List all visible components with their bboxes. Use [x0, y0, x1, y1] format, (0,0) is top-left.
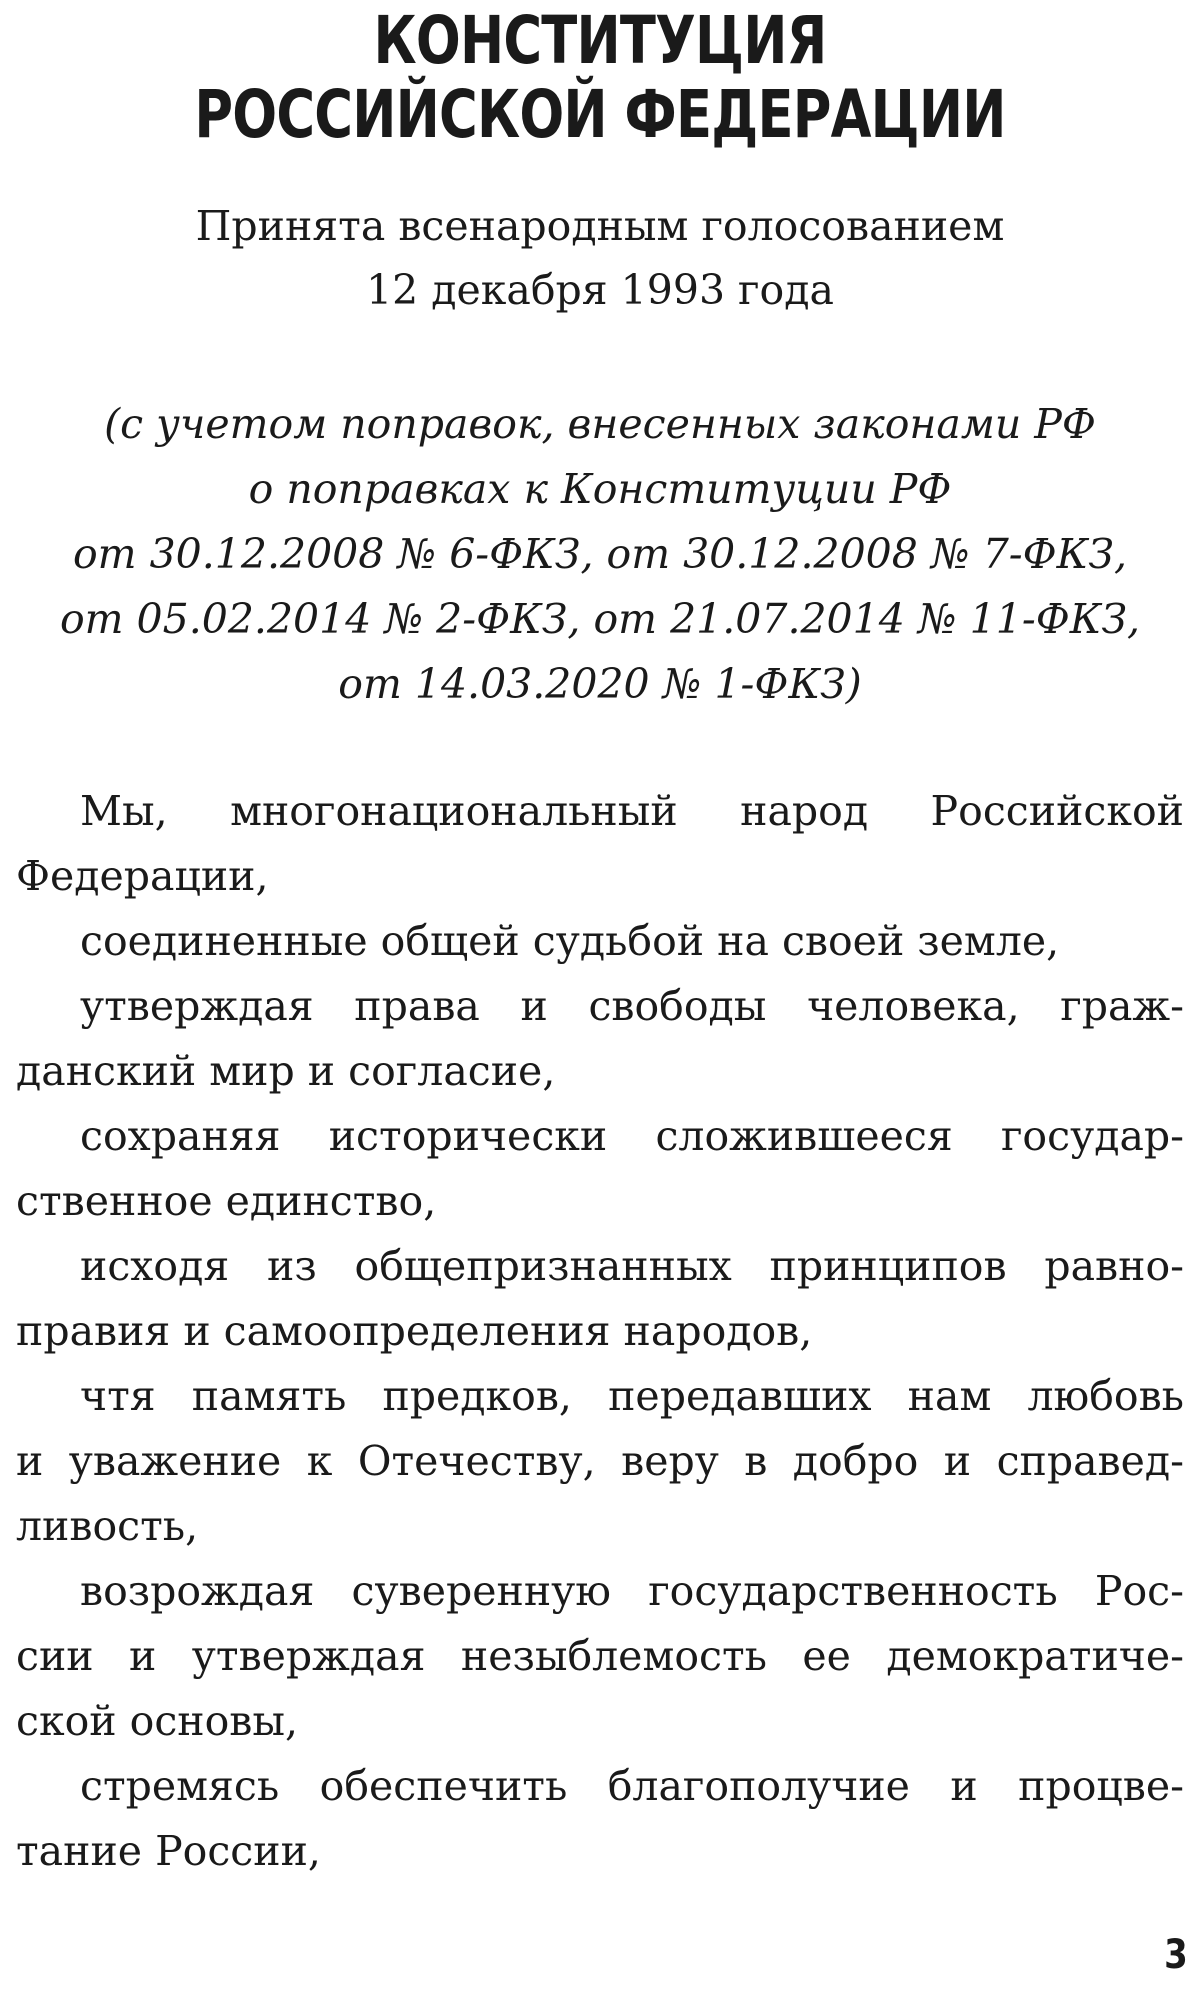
preamble-line: соединенные общей судьбой на своей земле, [80, 917, 1060, 965]
amendments-line-3: от 30.12.2008 № 6-ФКЗ, от 30.12.2008 № 7-ФКЗ, [72, 530, 1127, 578]
preamble-line: и уважение к Отечеству, веру в добро и справед- [16, 1437, 1184, 1485]
document-title [120, 4, 1080, 152]
preamble-line: ской основы, [16, 1697, 299, 1745]
preamble-line: утверждая права и свободы человека, граж- [80, 982, 1184, 1030]
amendments-note [0, 392, 1200, 717]
preamble-line: ливость, [16, 1502, 199, 1550]
preamble-line: возрождая суверенную государственность Рос- [80, 1567, 1184, 1615]
preamble-line: чтя память предков, передавших нам любовь [80, 1372, 1184, 1420]
title-line-1: КОНСТИТУЦИЯ [373, 2, 827, 79]
preamble-line: стремясь обеспечить благополучие и процве- [80, 1762, 1184, 1810]
amendments-line-1: (с учетом поправок, внесенных законами РФ [104, 400, 1096, 448]
preamble-line: тание России, [16, 1827, 321, 1875]
preamble-line: исходя из общепризнанных принципов равно- [80, 1242, 1184, 1290]
preamble-line: правия и самоопределения народов, [16, 1307, 813, 1355]
title-line-2: РОССИЙСКОЙ ФЕДЕРАЦИИ [194, 76, 1006, 153]
amendments-line-2: о поправках к Конституции РФ [248, 465, 952, 513]
preamble-line: данский мир и согласие, [16, 1047, 556, 1095]
adoption-line-2: 12 декабря 1993 года [366, 266, 834, 314]
amendments-line-5: от 14.03.2020 № 1-ФКЗ) [338, 660, 862, 708]
page-number: 3 [1164, 1932, 1188, 1978]
preamble-line: Мы, многонациональный народ Российской [80, 787, 1184, 835]
adoption-note [0, 194, 1200, 322]
amendments-line-4: от 05.02.2014 № 2-ФКЗ, от 21.07.2014 № 11-ФКЗ, [59, 595, 1141, 643]
preamble-line: сохраняя исторически сложившееся государ- [80, 1112, 1184, 1160]
preamble-text [16, 779, 1184, 1884]
adoption-line-1: Принята всенародным голосованием [195, 202, 1005, 250]
preamble-line: ственное единство, [16, 1177, 437, 1225]
preamble-line: Федерации, [16, 852, 269, 900]
preamble-line: сии и утверждая незыблемость ее демократиче- [16, 1632, 1184, 1680]
